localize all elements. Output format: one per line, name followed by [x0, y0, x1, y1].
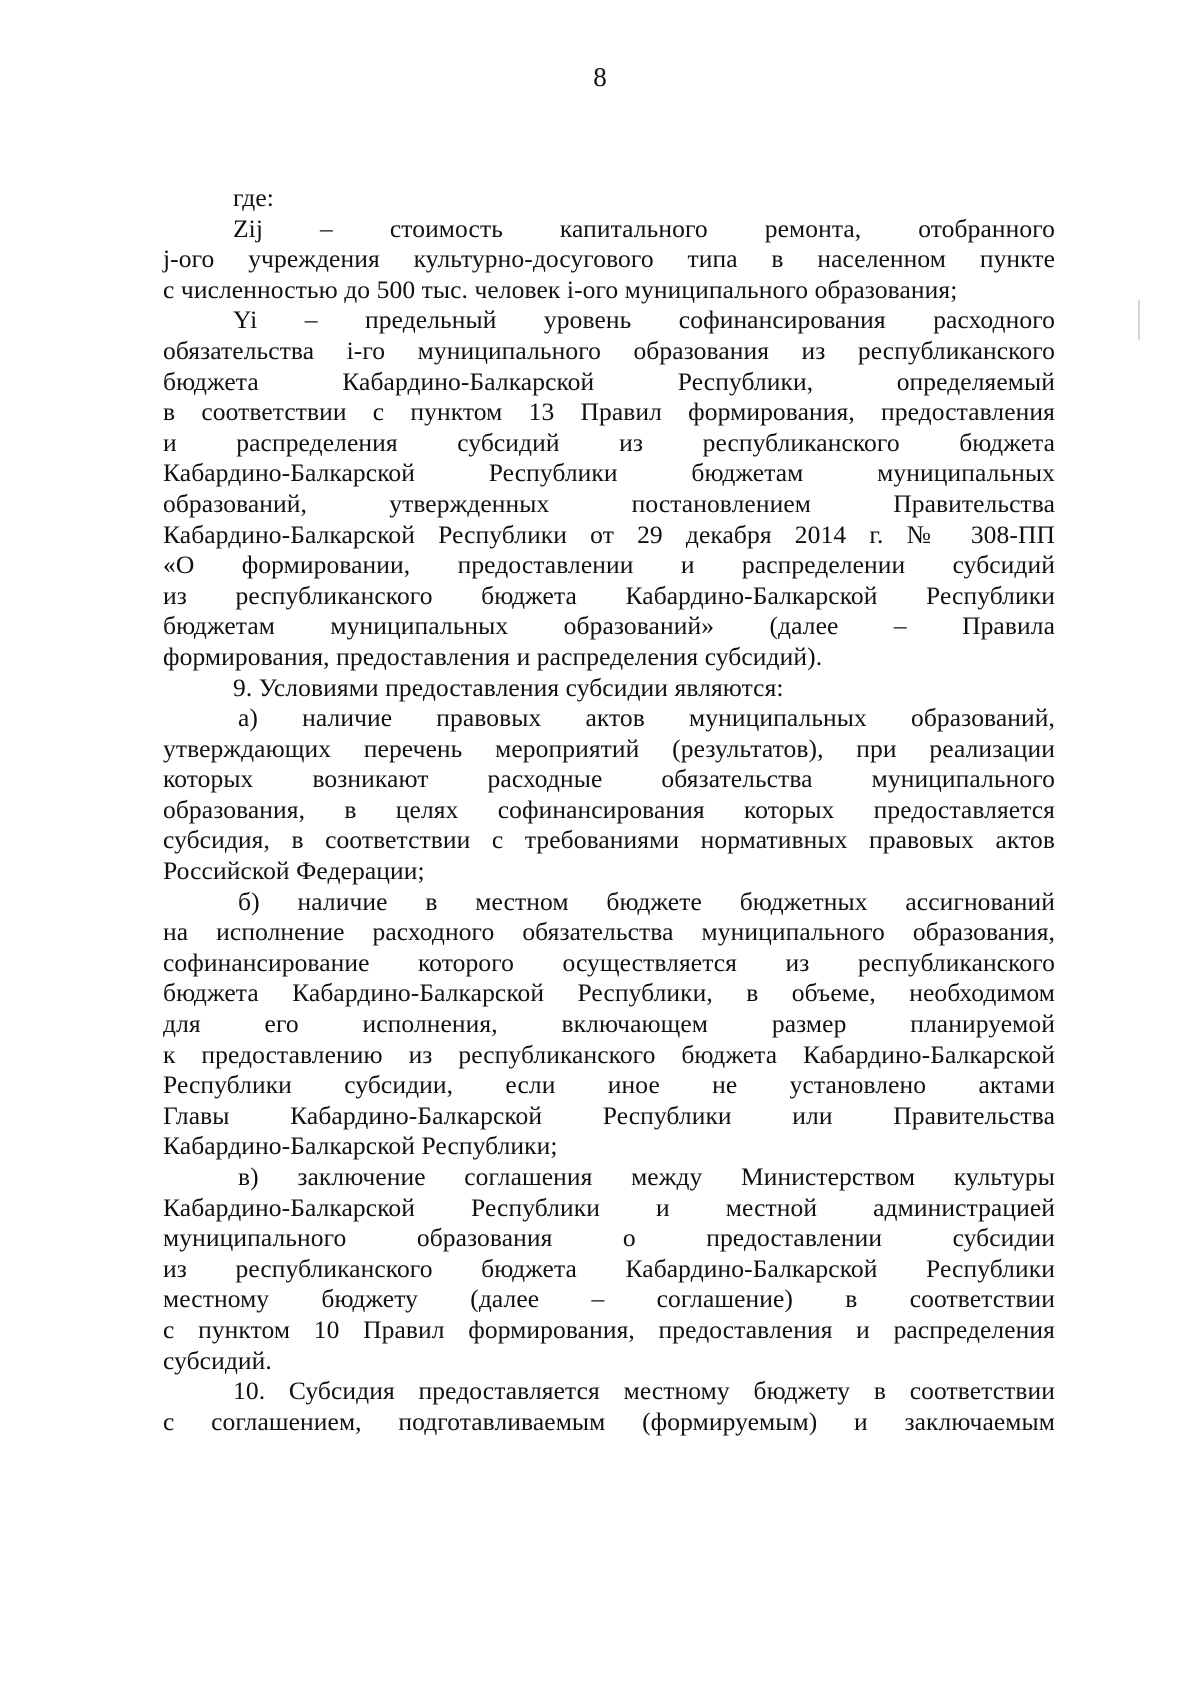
text-line: муниципального образования о предоставлении субсидии: [163, 1223, 1055, 1253]
text-line: в соответствии с пунктом 13 Правил формирования, предоставления: [163, 397, 1055, 427]
text-line: Zij – стоимость капитального ремонта, отобранного: [233, 213, 1055, 243]
text-line: Кабардино-Балкарской Республики бюджетам муниципальных: [163, 458, 1055, 488]
text-line: Yi – предельный уровень софинансирования расходного: [233, 305, 1055, 335]
text-line: бюджета Кабардино-Балкарской Республики, в объеме, необходимом: [163, 978, 1055, 1008]
text-line: Кабардино-Балкарской Республики от 29 декабря 2014 г. № 308-ПП: [163, 519, 1055, 549]
text-line: Российской Федерации;: [163, 856, 425, 886]
text-line: субсидия, в соответствии с требованиями нормативных правовых актов: [163, 825, 1055, 855]
text-line: которых возникают расходные обязательства муниципального: [163, 764, 1055, 794]
text-line: а) наличие правовых актов муниципальных образований,: [238, 703, 1055, 733]
text-line: с пунктом 10 Правил формирования, предоставления и распределения: [163, 1314, 1055, 1344]
text-line: Кабардино-Балкарской Республики;: [163, 1131, 558, 1161]
text-line: софинансирование которого осуществляется из республиканского: [163, 947, 1055, 977]
text-line: в) заключение соглашения между Министерством культуры: [238, 1162, 1055, 1191]
text-line: формирования, предоставления и распределения субсидий).: [163, 641, 823, 671]
page-number: 8: [593, 62, 607, 92]
text-line: Главы Кабардино-Балкарской Республики или Правительства: [163, 1100, 1055, 1130]
text-line: из республиканского бюджета Кабардино-Балкарской Республики: [163, 580, 1055, 610]
text-line: образования, в целях софинансирования которых предоставляется: [163, 794, 1055, 824]
text-line: образований, утвержденных постановлением Правительства: [163, 488, 1055, 518]
text-line: с численностью до 500 тыс. человек i-ого муниципального образования;: [163, 274, 958, 304]
text-line: к предоставлению из республиканского бюджета Кабардино-Балкарской: [163, 1039, 1055, 1069]
text-line: Кабардино-Балкарской Республики и местной администрацией: [163, 1192, 1055, 1222]
text-line: j-ого учреждения культурно-досугового типа в населенном пункте: [163, 244, 1055, 274]
text-line: где:: [233, 183, 274, 212]
text-line: бюджета Кабардино-Балкарской Республики, определяемый: [163, 366, 1055, 396]
text-line: и распределения субсидий из республиканского бюджета: [163, 427, 1055, 457]
text-line: «О формировании, предоставлении и распределении субсидий: [163, 550, 1055, 580]
text-line: утверждающих перечень мероприятий (результатов), при реализации: [163, 733, 1055, 763]
text-line: с соглашением, подготавливаемым (формируемым) и заключаемым: [163, 1406, 1055, 1436]
text-line: для его исполнения, включающем размер планируемой: [163, 1009, 1055, 1039]
scan-artifact: [1138, 300, 1140, 340]
text-line: на исполнение расходного обязательства муниципального образования,: [163, 917, 1055, 947]
document-body: [163, 183, 1055, 1437]
text-line: б) наличие в местном бюджете бюджетных ассигнований: [238, 886, 1055, 916]
text-line: бюджетам муниципальных образований» (далее – Правила: [163, 611, 1055, 641]
text-line: обязательства i-го муниципального образования из республиканского: [163, 335, 1055, 365]
text-line: субсидий.: [163, 1345, 272, 1375]
text-line: из республиканского бюджета Кабардино-Балкарской Республики: [163, 1253, 1055, 1283]
text-line: местному бюджету (далее – соглашение) в соответствии: [163, 1284, 1055, 1314]
text-line: Республики субсидии, если иное не установлено актами: [163, 1070, 1055, 1100]
text-line: 10. Субсидия предоставляется местному бюджету в соответствии: [233, 1376, 1055, 1406]
text-line: 9. Условиями предоставления субсидии являются:: [233, 672, 784, 702]
